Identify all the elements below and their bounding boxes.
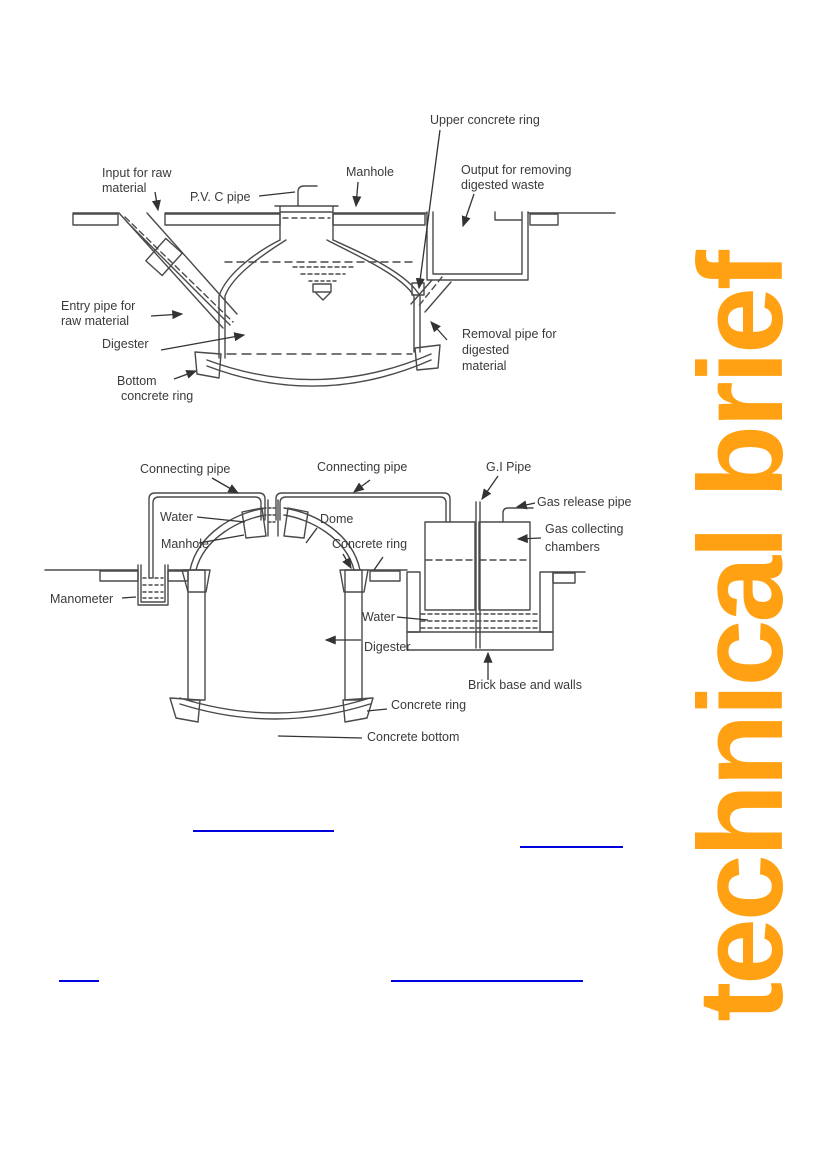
label-removal-line1: Removal pipe for (462, 327, 557, 341)
label-removal-line2: digested (462, 343, 510, 357)
label-connecting-pipe-right: Connecting pipe (317, 460, 408, 474)
diagram-dome-digester (55, 100, 630, 415)
label-removal-line3: material (462, 359, 507, 373)
label-water-top: Water (160, 510, 193, 524)
label-digester: Digester (364, 640, 411, 654)
hyperlink-underline[interactable] (391, 980, 583, 982)
label-manhole: Manhole (346, 165, 394, 179)
label-water-right: Water (362, 610, 395, 624)
hyperlink-underline[interactable] (520, 846, 623, 848)
label-manhole: Manhole (161, 537, 209, 551)
label-gi-pipe: G.I Pipe (486, 460, 532, 474)
label-pvc-pipe: P.V. C pipe (190, 190, 251, 204)
diagram1-leader-lines (151, 130, 474, 379)
label-dome: Dome (320, 512, 354, 526)
label-entry-line2: raw material (61, 314, 130, 328)
label-output-line2: digested waste (461, 178, 545, 192)
label-bottom-ring-line2: concrete ring (121, 389, 194, 403)
label-concrete-bottom: Concrete bottom (367, 730, 460, 744)
label-input-line2: material (102, 181, 147, 195)
label-input-line1: Input for raw (102, 166, 172, 180)
diagram2-labels (50, 460, 632, 744)
label-brick-base: Brick base and walls (468, 678, 582, 692)
label-entry-line1: Entry pipe for (61, 299, 136, 313)
technical-brief-banner: technical brief (674, 253, 808, 1022)
label-gas-collecting-line1: Gas collecting (545, 522, 624, 536)
label-upper-concrete-ring: Upper concrete ring (430, 113, 540, 127)
label-concrete-ring-bottom: Concrete ring (391, 698, 467, 712)
diagram-brick-digester-gas-chambers (40, 448, 640, 768)
label-gas-release-pipe: Gas release pipe (537, 495, 632, 509)
diagram1-labels (61, 113, 572, 403)
label-output-line1: Output for removing (461, 163, 572, 177)
label-bottom-ring-line1: Bottom (117, 374, 157, 388)
hyperlink-underline[interactable] (193, 830, 334, 832)
hyperlink-underline[interactable] (59, 980, 99, 982)
label-connecting-pipe-left: Connecting pipe (140, 462, 231, 476)
diagram1-drawing (73, 186, 615, 386)
label-gas-collecting-line2: chambers (545, 540, 600, 554)
label-concrete-ring-top: Concrete ring (332, 537, 408, 551)
label-manometer: Manometer (50, 592, 114, 606)
label-digester: Digester (102, 337, 149, 351)
